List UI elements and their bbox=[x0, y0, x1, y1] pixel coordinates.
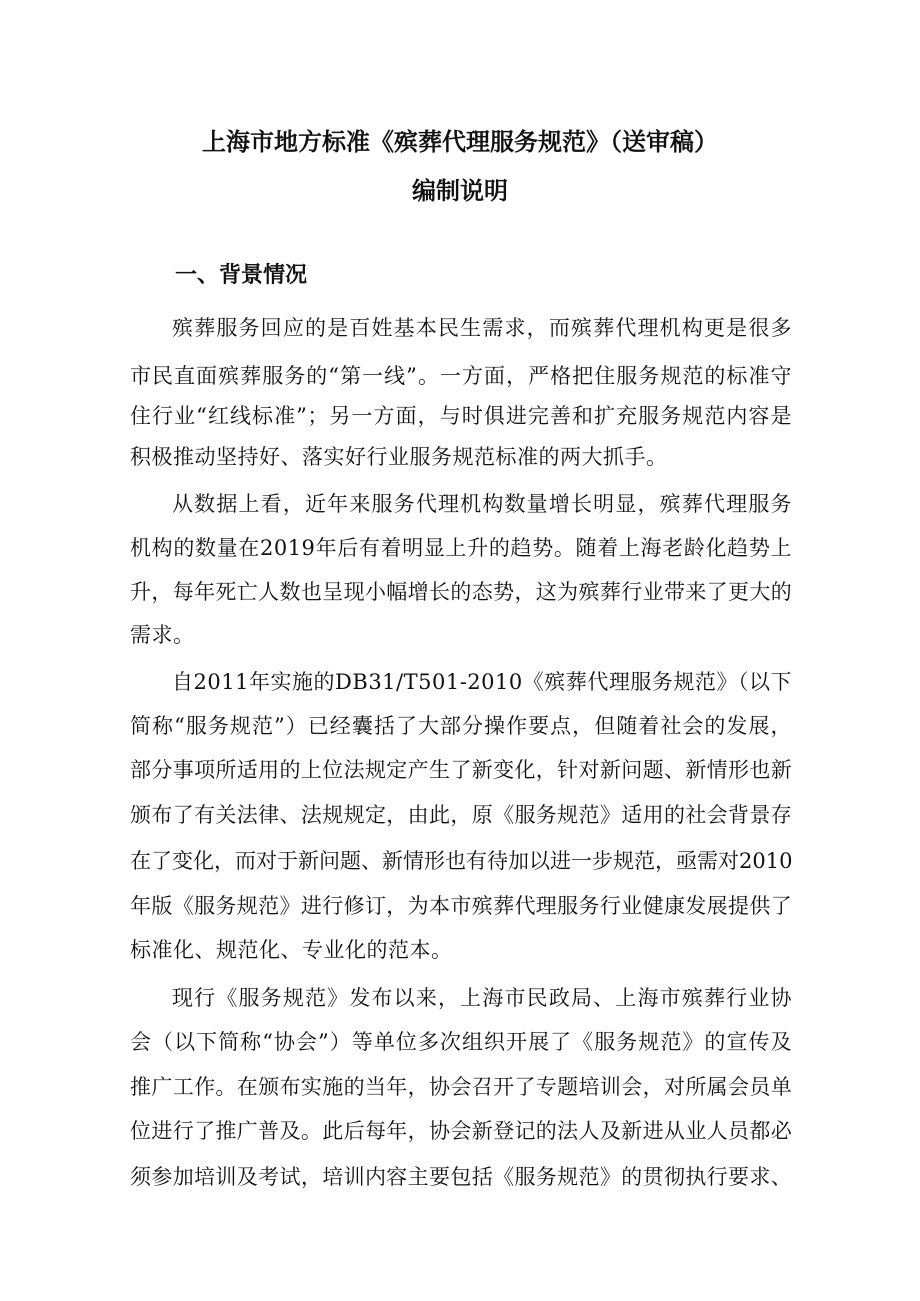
paragraph-line: 住行业“红线标准”；另一方面，与时俱进完善和扩充服务规范内容是 bbox=[130, 404, 792, 428]
paragraph-line: 年版《服务规范》进行修订，为本市殡葬代理服务行业健康发展提供了 bbox=[130, 894, 792, 918]
paragraph-line: 部分事项所适用的上位法规定产生了新变化，针对新问题、新情形也新 bbox=[130, 758, 792, 782]
paragraph-line: 须参加培训及考试，培训内容主要包括《服务规范》的贯彻执行要求、 bbox=[130, 1165, 792, 1189]
paragraph-line: 颁布了有关法律、法规规定，由此，原《服务规范》适用的社会背景存 bbox=[130, 803, 792, 827]
paragraph-line: 从数据上看，近年来服务代理机构数量增长明显，殡葬代理服务 bbox=[172, 492, 792, 516]
paragraph-line: 市民直面殡葬服务的“第一线”。一方面，严格把住服务规范的标准守 bbox=[130, 364, 792, 388]
paragraph-line: 机构的数量在2019年后有着明显上升的趋势。随着上海老龄化趋势上 bbox=[130, 536, 792, 560]
paragraph-line: 现行《服务规范》发布以来，上海市民政局、上海市殡葬行业协 bbox=[172, 986, 792, 1010]
paragraph-line: 简称“服务规范”）已经囊括了大部分操作要点，但随着社会的发展， bbox=[130, 714, 792, 738]
paragraph-line: 自2011年实施的DB31/T501-2010《殡葬代理服务规范》（以下 bbox=[172, 670, 792, 694]
paragraph-line: 殡葬服务回应的是百姓基本民生需求，而殡葬代理机构更是很多 bbox=[172, 316, 792, 340]
document-subtitle: 编制说明 bbox=[412, 177, 508, 205]
paragraph-line: 会（以下简称“协会”）等单位多次组织开展了《服务规范》的宣传及 bbox=[130, 1030, 792, 1054]
paragraph-line: 需求。 bbox=[130, 623, 195, 647]
paragraph-line: 推广工作。在颁布实施的当年，协会召开了专题培训会，对所属会员单 bbox=[130, 1075, 792, 1099]
paragraph-line: 在了变化，而对于新问题、新情形也有待加以进一步规范，亟需对2010 bbox=[130, 849, 793, 873]
document-title: 上海市地方标准《殡葬代理服务规范》（送审稿） bbox=[202, 128, 718, 156]
paragraph-line: 积极推动坚持好、落实好行业服务规范标准的两大抓手。 bbox=[130, 445, 668, 469]
section-heading: 一、背景情况 bbox=[175, 263, 308, 288]
paragraph-line: 位进行了推广普及。此后每年，协会新登记的法人及新进从业人员都必 bbox=[130, 1119, 792, 1143]
paragraph-line: 升，每年死亡人数也呈现小幅增长的态势，这为殡葬行业带来了更大的 bbox=[130, 580, 792, 604]
paragraph-line: 标准化、规范化、专业化的范本。 bbox=[130, 938, 453, 962]
